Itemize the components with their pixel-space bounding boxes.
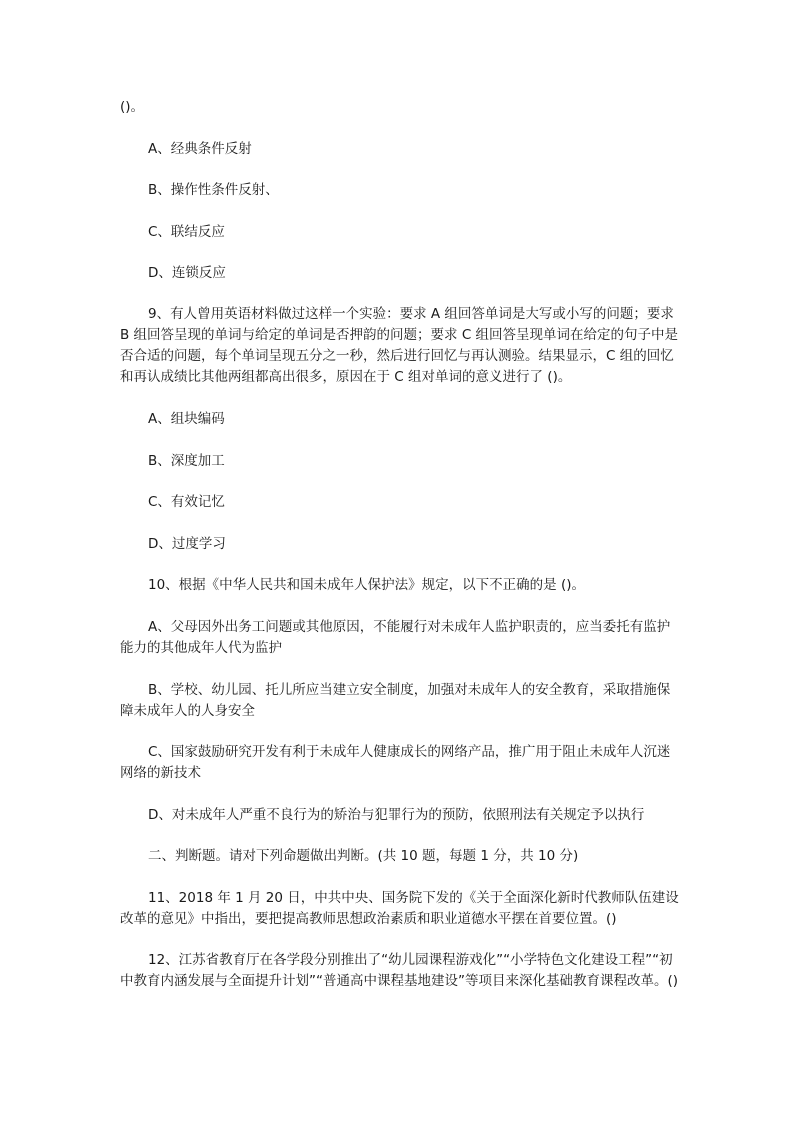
q10-option-d: D、对未成年人严重不良行为的矫治与犯罪行为的预防，依照刑法有关规定予以执行 — [148, 807, 645, 823]
q8-option-c: C、联结反应 — [148, 224, 225, 240]
q9-option-b: B、深度加工 — [148, 453, 225, 469]
question-11: 11、2018 年 1 月 20 日，中共中央、国务院下发的《关于全面深化新时代教师队伍建设改革的意见》中指出，要把提高教师思想政治素质和职业道德水平摆在首要位置。() — [120, 890, 679, 927]
q9-option-d: D、过度学习 — [148, 536, 226, 552]
question-9: 9、有人曾用英语材料做过这样一个实验：要求 A 组回答单词是大写或小写的问题；要求 B 组回答呈现的单词与给定的单词是否押韵的问题；要求 C 组回答呈现单词在给定的句子中是否合适的问题，每个单词呈现五分之一秒，然后进行回忆与再认测验。结果显示，C 组的回忆和再认成绩比其他两组都高出很多，原因在于 C 组对单词的意义进行了 ()。 — [120, 306, 679, 385]
q8-option-b: B、操作性条件反射、 — [148, 182, 279, 198]
q9-option-a: A、组块编码 — [148, 411, 225, 427]
q8-option-a: A、经典条件反射 — [148, 141, 252, 157]
q10-option-c: C、国家鼓励研究开发有利于未成年人健康成长的网络产品，推广用于阻止未成年人沉迷网络的新技术 — [120, 744, 671, 781]
q10-option-b: B、学校、幼儿园、托儿所应当建立安全制度，加强对未成年人的安全教育，采取措施保障未成年人的人身安全 — [120, 682, 671, 719]
question-12: 12、江苏省教育厅在各学段分别推出了“幼儿园课程游戏化”“小学特色文化建设工程”“初中教育内涵发展与全面提升计划”“普通高中课程基地建设”等项目来深化基础教育课程改革。() — [120, 952, 679, 989]
q9-option-c: C、有效记忆 — [148, 494, 225, 510]
question-8-tail: ()。 — [120, 99, 145, 115]
q10-option-a: A、父母因外出务工问题或其他原因，不能履行对未成年人监护职责的，应当委托有监护能力的其他成年人代为监护 — [120, 619, 671, 656]
q8-option-d: D、连锁反应 — [148, 265, 226, 281]
section-2-heading: 二、判断题。请对下列命题做出判断。(共 10 题，每题 1 分，共 10 分) — [148, 848, 579, 864]
question-10: 10、根据《中华人民共和国未成年人保护法》规定，以下不正确的是 ()。 — [148, 577, 586, 593]
